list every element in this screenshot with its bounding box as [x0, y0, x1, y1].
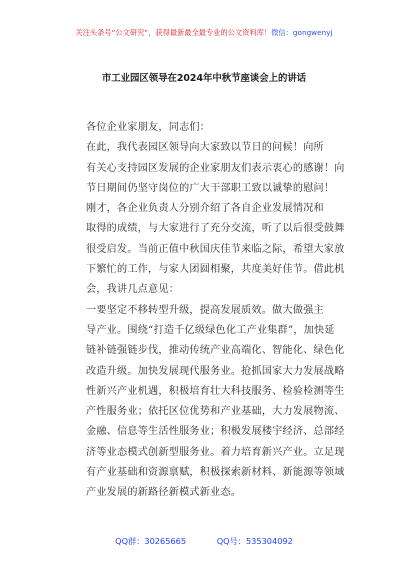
footer-contact	[0, 536, 408, 547]
body-line: 金融、信息等生活性服务业；积极发展楼宇经济、总部经	[86, 426, 345, 438]
body-line: 有产业基础和资源禀赋，积极探索新材料、新能源等领域	[86, 467, 345, 479]
body-line: 下繁忙的工作，与家人团圆相聚，共度美好佳节。借此机	[86, 264, 345, 276]
body-line: 性新兴产业机遇，积极培育壮大科技服务、检验检测等生	[86, 385, 345, 397]
body-line: 有关心支持园区发展的企业家朋友们表示衷心的感谢！向	[86, 162, 345, 174]
body-line: 取得的成绩，与大家进行了充分交流，听了以后很受鼓舞	[86, 223, 345, 235]
body-line: 链补链强链步伐，推动传统产业高端化、智能化、绿色化	[86, 345, 345, 357]
body-line: 改造升级。加快发展现代服务业。抢抓国家大力发展战略	[86, 365, 345, 377]
footer-qq-number: QQ号：535304092	[216, 536, 293, 546]
document-title: 市工业园区领导在2024年中秋节座谈会上的讲话	[101, 73, 307, 84]
body-line: 产业发展的新路径新模式新业态。	[86, 487, 242, 499]
document-body	[86, 118, 350, 504]
header-wechat-id: gongwenyj	[292, 28, 333, 37]
header-wechat-label: 微信：	[271, 28, 293, 37]
footer-qq-group: QQ群：30265665	[115, 536, 187, 546]
body-line: 很受启发。当前正值中秋国庆佳节来临之际，希望大家放	[86, 243, 345, 255]
body-line: 刚才，各企业负责人分别介绍了各自企业发展情况和	[86, 203, 324, 215]
body-line: 节日期间仍坚守岗位的广大干部职工致以诚挚的慰问！	[86, 182, 335, 194]
header-notice: 关注头条号“公文研究”，获得最新最全最专业的公文资料库！	[75, 28, 272, 37]
body-line: 产性服务业；依托区位优势和产业基础，大力发展物流、	[86, 406, 345, 418]
header-banner	[0, 28, 408, 38]
body-line: 导产业。围绕“打造千亿级绿色化工产业集群”，加快延	[86, 324, 335, 336]
body-line: 一要坚定不移转型升级，提高发展质效。做大做强主	[86, 304, 324, 316]
body-line: 各位企业家朋友，同志们：	[86, 122, 211, 133]
body-line: 会，我讲几点意见：	[86, 284, 180, 296]
body-line: 在此，我代表园区领导向大家致以节日的问候！向所	[86, 142, 324, 154]
body-line: 济等业态模式创新型服务业。着力培育新兴产业。立足现	[86, 446, 345, 458]
